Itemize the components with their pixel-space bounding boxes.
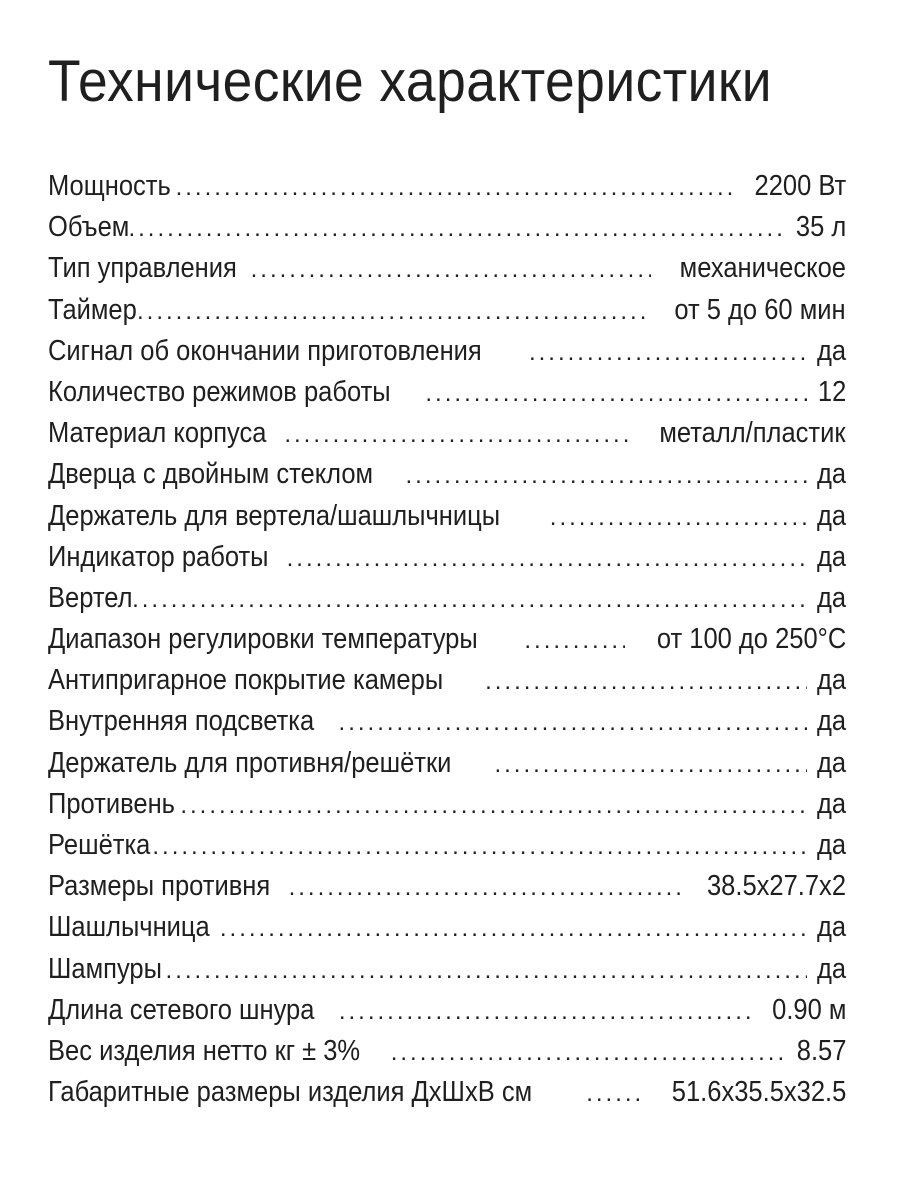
spec-row: [48, 290, 846, 331]
spec-row: [48, 537, 846, 578]
dot-leader: [494, 744, 806, 785]
dot-leader: [391, 1032, 784, 1073]
spec-value: да: [816, 458, 846, 491]
spec-row: [48, 866, 846, 907]
spec-row: [48, 166, 846, 207]
spec-row: [48, 743, 846, 784]
spec-row: [48, 1072, 846, 1113]
spec-label: Держатель для противня/решётки: [48, 746, 452, 779]
spec-row: [48, 825, 846, 866]
spec-label: Таймер: [48, 293, 137, 326]
spec-value: да: [816, 705, 846, 738]
dot-leader: [251, 249, 651, 290]
spec-row: [48, 413, 846, 454]
spec-value: 8.57: [796, 1034, 846, 1067]
spec-value: 12: [817, 375, 846, 408]
spec-label: Тип управления: [48, 252, 237, 285]
spec-row: [48, 372, 846, 413]
spec-row: [48, 990, 846, 1031]
spec-label: Диапазон регулировки температуры: [48, 623, 478, 656]
spec-row: [48, 660, 846, 701]
dot-leader: [524, 620, 624, 661]
dot-leader: [289, 867, 682, 908]
spec-row: [48, 331, 846, 372]
spec-value: металл/пластик: [659, 417, 846, 450]
spec-label: Габаритные размеры изделия ДхШхВ см: [48, 1076, 533, 1109]
dot-leader: [220, 908, 807, 949]
dot-leader: [339, 991, 756, 1032]
spec-row: [48, 578, 846, 619]
specs-list: [48, 166, 846, 1113]
spec-row: [48, 784, 846, 825]
spec-label: Вес изделия нетто кг ± 3%: [48, 1034, 361, 1067]
page-title: Технические характеристики: [48, 49, 772, 114]
spec-value: да: [816, 664, 846, 697]
spec-value: механическое: [679, 252, 846, 285]
spec-row: [48, 248, 846, 289]
dot-leader: [180, 785, 807, 826]
spec-value: да: [816, 787, 846, 820]
spec-label: Держатель для вертела/шашлычницы: [48, 499, 501, 532]
spec-label: Шашлычница: [48, 911, 210, 944]
spec-label: Материал корпуса: [48, 417, 267, 450]
dot-leader: [137, 291, 645, 332]
spec-value: 0.90 м: [771, 993, 846, 1026]
spec-label: Сигнал об окончании приготовления: [48, 334, 482, 367]
spec-label: Решётка: [48, 829, 151, 861]
spec-row: [48, 454, 846, 495]
dot-leader: [284, 414, 628, 455]
spec-label: Длина сетевого шнура: [48, 993, 315, 1026]
spec-row: [48, 619, 846, 660]
spec-value: да: [816, 499, 846, 532]
spec-row: [48, 907, 846, 948]
spec-label: Мощность: [48, 170, 171, 202]
spec-label: Объем: [48, 211, 130, 244]
dot-leader: [485, 661, 807, 702]
spec-label: Антипригарное покрытие камеры: [48, 664, 444, 697]
spec-label: Вертел: [48, 581, 133, 614]
spec-value: 35 л: [795, 211, 846, 244]
dot-leader: [132, 579, 807, 620]
spec-value: от 5 до 60 мин: [674, 293, 846, 326]
dot-leader: [166, 950, 807, 991]
dot-leader: [152, 826, 807, 867]
spec-value: да: [816, 746, 846, 779]
dot-leader: [128, 208, 782, 249]
spec-value: 51.6x35.5x32.5: [671, 1076, 846, 1109]
spec-value: да: [816, 829, 846, 861]
dot-leader: [425, 373, 807, 414]
spec-value: от 100 до 250°С: [656, 623, 846, 656]
spec-label: Дверца с двойным стеклом: [48, 458, 374, 491]
dot-leader: [586, 1073, 641, 1114]
dot-leader: [550, 497, 807, 538]
spec-label: Противень: [48, 787, 175, 820]
spec-row: [48, 701, 846, 742]
spec-value: да: [816, 540, 846, 573]
spec-label: Размеры противня: [48, 870, 271, 903]
spec-row: [48, 207, 846, 248]
dot-leader: [176, 167, 736, 208]
spec-value: 38.5x27.7x2: [706, 870, 846, 903]
spec-value: 2200 Вт: [754, 170, 846, 202]
spec-value: да: [816, 952, 846, 985]
spec-label: Индикатор работы: [48, 540, 269, 573]
dot-leader: [529, 332, 807, 373]
spec-row: [48, 1031, 846, 1072]
spec-label: Количество режимов работы: [48, 375, 391, 408]
spec-label: Шампуры: [48, 952, 162, 985]
spec-value: да: [816, 334, 846, 367]
spec-row: [48, 949, 846, 990]
dot-leader: [287, 538, 807, 579]
dot-leader: [339, 702, 807, 743]
spec-row: [48, 496, 846, 537]
dot-leader: [405, 455, 806, 496]
spec-label: Внутренняя подсветка: [48, 705, 315, 738]
spec-value: да: [816, 581, 846, 614]
spec-value: да: [816, 911, 846, 944]
